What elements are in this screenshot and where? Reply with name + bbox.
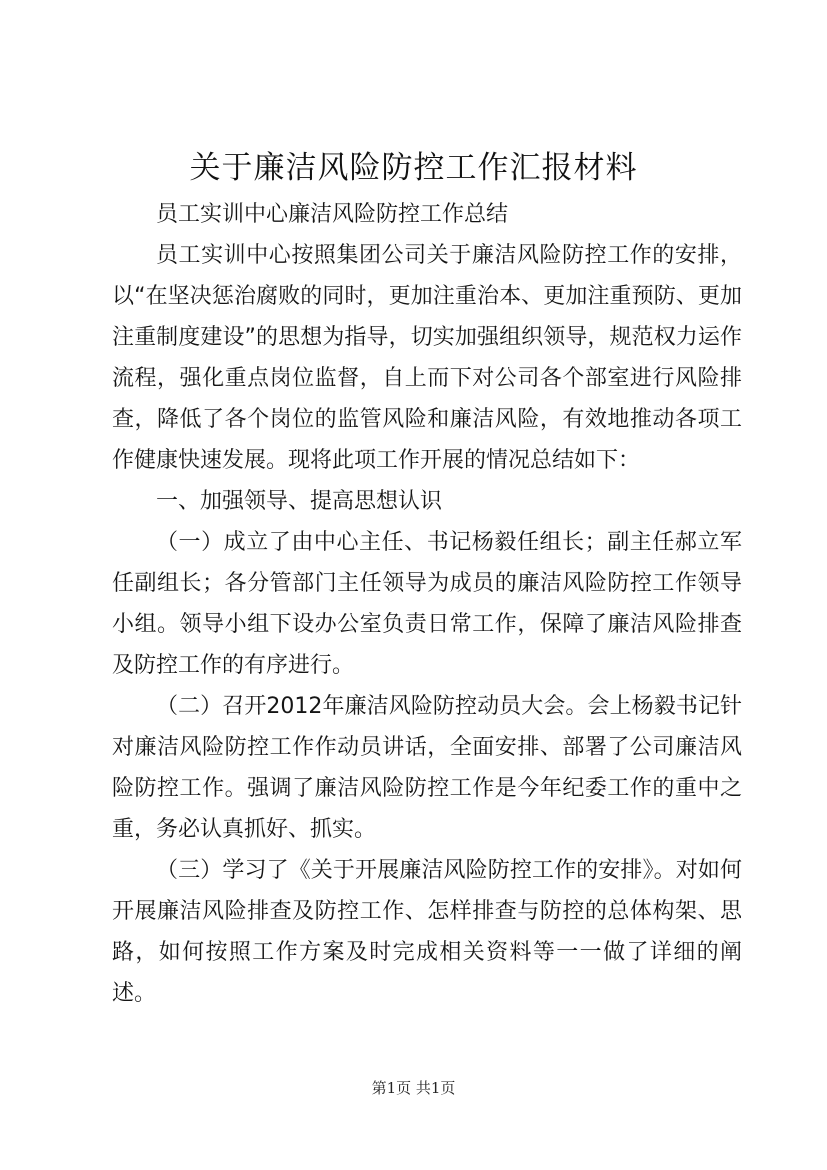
- document-subtitle: 员工实训中心廉洁风险防控工作总结: [156, 202, 509, 227]
- document-title: 关于廉洁风险防控工作汇报材料: [189, 150, 638, 186]
- paragraph-intro: 员工实训中心按照集团公司关于廉洁风险防控工作的安排，以“在坚决惩治腐败的同时，更加注重治本、更加注重预防、更加注重制度建设”的思想为指导，切实加强组织领导，规范权力运作流程，强化重点岗位监督，自上而下对公司各个部室进行风险排查，降低了各个岗位的监管风险和廉洁风险，有效地推动各项工作健康快速发展。现将此项工作开展的情况总结如下：: [112, 243, 742, 473]
- paragraph-item-1: （一）成立了由中心主任、书记杨毅任组长；副主任郝立军任副组长；各分管部门主任领导为成员的廉洁风险防控工作领导小组。领导小组下设办公室负责日常工作，保障了廉洁风险排查及防控工作的有序进行。: [112, 530, 742, 678]
- document-body: [112, 194, 742, 1014]
- paragraph-item-3: （三）学习了《关于开展廉洁风险防控工作的安排》。对如何开展廉洁风险排查及防控工作、怎样排查与防控的总体构架、思路，如何按照工作方案及时完成相关资料等一一做了详细的阐述。: [112, 858, 742, 1006]
- paragraph-item-2: （二）召开2012年廉洁风险防控动员大会。会上杨毅书记针对廉洁风险防控工作作动员讲话，全面安排、部署了公司廉洁风险防控工作。强调了廉洁风险防控工作是今年纪委工作的重中之重，务必认真抓好、抓实。: [112, 694, 742, 842]
- section-heading-1: 一、加强领导、提高思想认识: [156, 489, 443, 514]
- page-number-footer: 第1页 共1页: [371, 1079, 456, 1097]
